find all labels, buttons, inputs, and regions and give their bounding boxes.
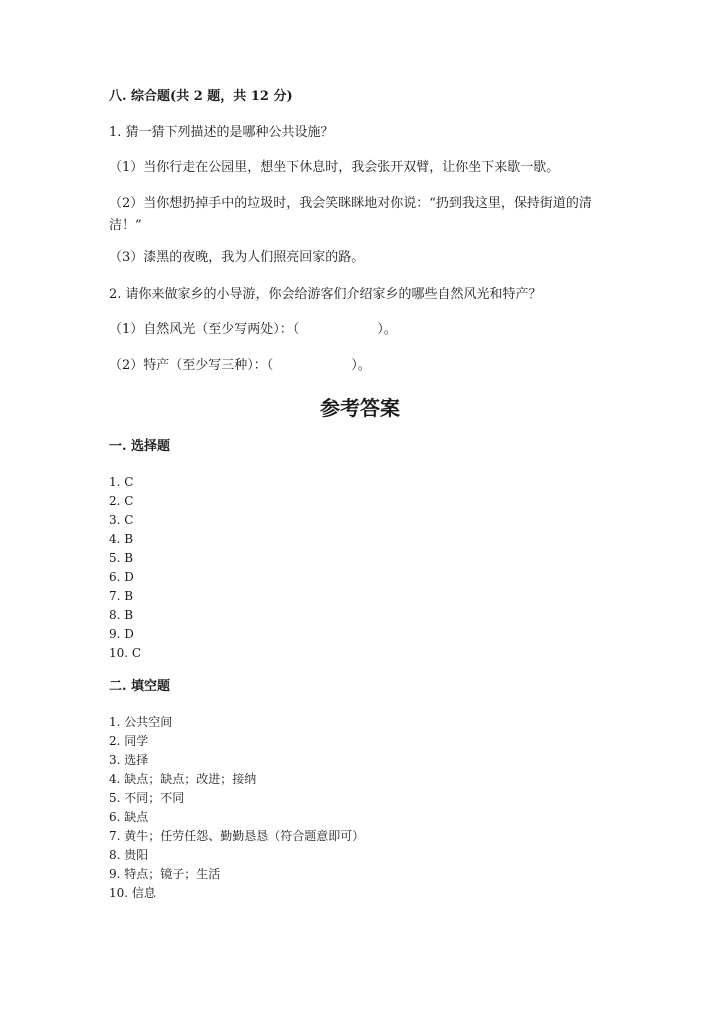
answer-item: 4. B: [109, 532, 134, 546]
answer-item: 4. 缺点；缺点；改进；接纳: [109, 772, 257, 786]
answer-section-1-list: [109, 473, 141, 663]
question-2-item-2: （2）特产（至少写三种）：（ ）。: [109, 358, 371, 373]
answer-item: 8. B: [109, 608, 134, 622]
question-1-item-3: （3）漆黑的夜晚，我为人们照亮回家的路。: [109, 250, 365, 265]
answer-item: 10. C: [109, 646, 142, 660]
answer-item: 5. 不同；不同: [109, 791, 185, 805]
answer-key-title: 参考答案: [320, 396, 400, 420]
answer-item: 7. 黄牛；任劳任怨、勤勤恳恳（符合题意即可）: [109, 829, 365, 843]
section-8-heading: 八. 综合题(共 2 题，共 12 分): [109, 89, 293, 104]
answer-item: 7. B: [109, 589, 134, 603]
answer-item: 3. 选择: [109, 753, 149, 767]
question-1-item-2: （2）当你想扔掉手中的垃圾时，我会笑眯眯地对你说：“扔到我这里，保持街道的清洁！”: [109, 196, 592, 233]
answer-item: 2. C: [109, 494, 134, 508]
answer-section-2-list: [109, 713, 364, 903]
question-1: 1. 猜一猜下列描述的是哪种公共设施？: [109, 125, 334, 140]
answer-item: 8. 贵阳: [109, 848, 149, 862]
answer-item: 5. B: [109, 551, 134, 565]
answer-item: 10. 信息: [109, 886, 156, 900]
answer-item: 9. 特点；镜子；生活: [109, 867, 221, 881]
question-1-item-1: （1）当你行走在公园里，想坐下休息时，我会张开双臂，让你坐下来歇一歇。: [109, 160, 560, 175]
answer-item: 2. 同学: [109, 734, 149, 748]
answer-section-1-heading: 一. 选择题: [109, 439, 171, 454]
answer-item: 3. C: [109, 513, 134, 527]
answer-item: 6. D: [109, 570, 134, 584]
answer-item: 1. 公共空间: [109, 715, 173, 729]
answer-item: 6. 缺点: [109, 810, 149, 824]
answer-section-2-heading: 二. 填空题: [109, 679, 171, 694]
question-2: 2. 请你来做家乡的小导游，你会给游客们介绍家乡的哪些自然风光和特产？: [109, 287, 542, 302]
answer-item: 9. D: [109, 627, 134, 641]
answer-item: 1. C: [109, 475, 134, 489]
question-2-item-1: （1）自然风光（至少写两处）：（ ）。: [109, 322, 397, 337]
